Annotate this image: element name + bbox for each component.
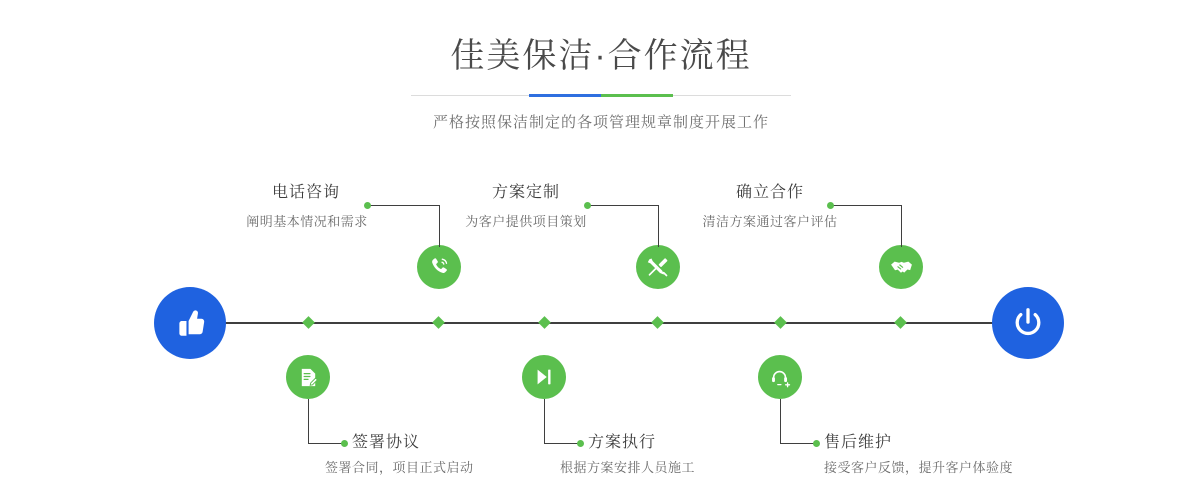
step-desc: 阐明基本情况和需求 xyxy=(246,214,368,229)
connector-dot xyxy=(577,440,584,447)
connector-line xyxy=(831,205,902,206)
play-forward-icon xyxy=(533,366,555,388)
connector-line xyxy=(308,399,309,444)
page-subtitle: 严格按照保洁制定的各项管理规章制度开展工作 xyxy=(432,114,769,131)
connector-line xyxy=(308,443,344,444)
step-desc: 为客户提供项目策划 xyxy=(465,214,587,229)
connector-dot xyxy=(813,440,820,447)
step-desc-wrap-6 xyxy=(824,454,1013,478)
step-node-4[interactable] xyxy=(522,355,566,399)
connector-line xyxy=(368,205,440,206)
title-divider xyxy=(411,94,791,97)
axis-marker xyxy=(302,316,315,329)
timeline-end-badge xyxy=(992,287,1064,359)
page-title: 佳美保洁·合作流程 xyxy=(450,37,752,75)
step-label-6 xyxy=(824,432,892,454)
step-desc: 清洁方案通过客户评估 xyxy=(702,214,838,229)
connector-line xyxy=(544,399,545,444)
step-title: 签署协议 xyxy=(352,434,421,451)
step-desc-wrap-2 xyxy=(325,454,474,478)
step-desc-wrap-3 xyxy=(408,208,644,232)
connector-line xyxy=(901,205,902,247)
axis-marker xyxy=(894,316,907,329)
headset-support-icon xyxy=(769,366,792,389)
step-title: 方案定制 xyxy=(491,184,560,201)
timeline-start-badge xyxy=(154,287,226,359)
connector-line xyxy=(780,399,781,444)
step-title: 电话咨询 xyxy=(271,184,340,201)
step-node-2[interactable] xyxy=(286,355,330,399)
axis-marker xyxy=(432,316,445,329)
contract-edit-icon xyxy=(297,366,320,389)
axis-marker xyxy=(538,316,551,329)
divider-blue-segment xyxy=(529,94,601,97)
step-desc: 根据方案安排人员施工 xyxy=(560,460,696,475)
step-node-3[interactable] xyxy=(636,245,680,289)
connector-line xyxy=(544,443,580,444)
step-label-5 xyxy=(714,182,826,204)
step-desc: 接受客户反馈，提升客户体验度 xyxy=(824,460,1014,475)
step-title: 售后维护 xyxy=(824,434,893,451)
power-icon xyxy=(1010,305,1046,341)
connector-line xyxy=(780,443,816,444)
step-label-1 xyxy=(250,182,362,204)
step-node-6[interactable] xyxy=(758,355,802,399)
step-desc: 签署合同，项目正式启动 xyxy=(325,460,474,475)
step-title: 方案执行 xyxy=(588,434,657,451)
step-node-1[interactable] xyxy=(417,245,461,289)
connector-line xyxy=(588,205,659,206)
step-title: 确立合作 xyxy=(735,184,804,201)
phone-call-icon xyxy=(427,255,451,279)
connector-dot xyxy=(341,440,348,447)
step-label-3 xyxy=(470,182,582,204)
process-timeline xyxy=(0,150,1202,500)
axis-marker xyxy=(651,316,664,329)
step-label-4 xyxy=(588,432,656,454)
step-desc-wrap-5 xyxy=(652,208,888,232)
handshake-icon xyxy=(889,255,914,280)
divider-green-segment xyxy=(601,94,673,97)
thumbs-up-icon xyxy=(173,306,207,340)
header xyxy=(0,32,1202,132)
step-desc-wrap-4 xyxy=(560,454,695,478)
step-node-5[interactable] xyxy=(879,245,923,289)
step-desc-wrap-1 xyxy=(189,208,425,232)
step-label-2 xyxy=(352,432,420,454)
axis-marker xyxy=(774,316,787,329)
design-tools-icon xyxy=(646,255,670,279)
